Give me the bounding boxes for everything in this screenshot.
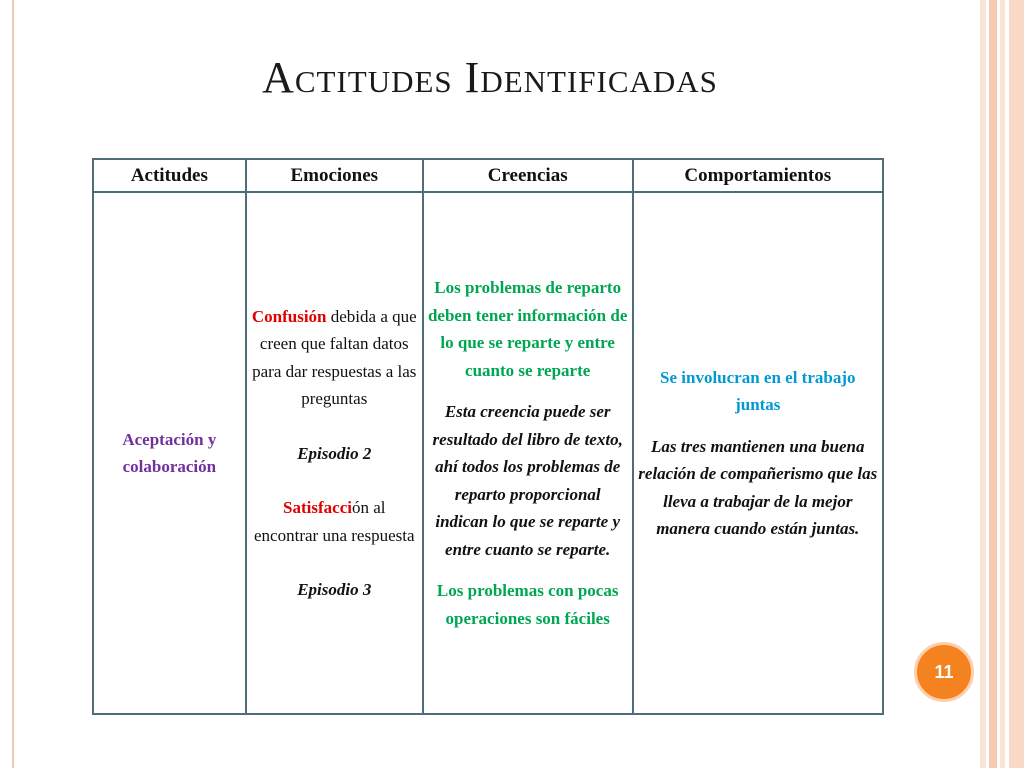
cell-actitud (93, 192, 246, 714)
satisfaccion-keyword-end: ón (351, 498, 369, 517)
header-creencias: Creencias (423, 159, 633, 192)
right-stripe-decoration (980, 0, 1024, 768)
slide-title: Actitudes Identificadas (262, 53, 718, 102)
episodio-2-label: Episodio 2 (297, 443, 372, 463)
satisfaccion-description: al encontrar una respuesta (254, 498, 415, 545)
left-border-decoration (0, 0, 14, 768)
header-comportamientos: Comportamientos (633, 159, 883, 192)
creencia-3: Los problemas con pocas operaciones son fáciles (436, 581, 619, 628)
header-actitudes: Actitudes (93, 159, 246, 192)
emocion-satisfaccion (251, 494, 418, 549)
confusion-keyword: Confusión (251, 306, 327, 326)
actitud-text: Aceptación y colaboración (122, 429, 217, 476)
comportamiento-1: Se involucran en el trabajo juntas (660, 367, 856, 414)
header-emociones: Emociones (246, 159, 423, 192)
cell-creencias (423, 192, 633, 714)
episodio-3-label: Episodio 3 (297, 580, 372, 599)
confusion-description: debida a que creen que faltan datos para dar respuestas a las preguntas (252, 306, 417, 408)
page-number-badge: 11 (914, 642, 974, 702)
emocion-confusion (251, 303, 418, 413)
satisfaccion-keyword: Satisfacci (283, 498, 352, 517)
cell-comportamientos (633, 192, 883, 714)
table-header-row (93, 159, 883, 192)
creencia-2: Esta creencia puede ser resultado del libro de texto, ahí todos los problemas de reparto proporcional indican lo que se reparte y entre cuanto se reparte. (432, 402, 623, 559)
creencia-1: Los problemas de reparto deben tener información de lo que se reparte y entre cuanto se reparte (427, 278, 628, 380)
attitudes-table (92, 158, 884, 715)
table-row (93, 192, 883, 714)
cell-emociones (246, 192, 423, 714)
comportamiento-2: Las tres mantienen una buena relación de compañerismo que las lleva a trabajar de la mejor manera cuando están juntas. (638, 436, 878, 538)
